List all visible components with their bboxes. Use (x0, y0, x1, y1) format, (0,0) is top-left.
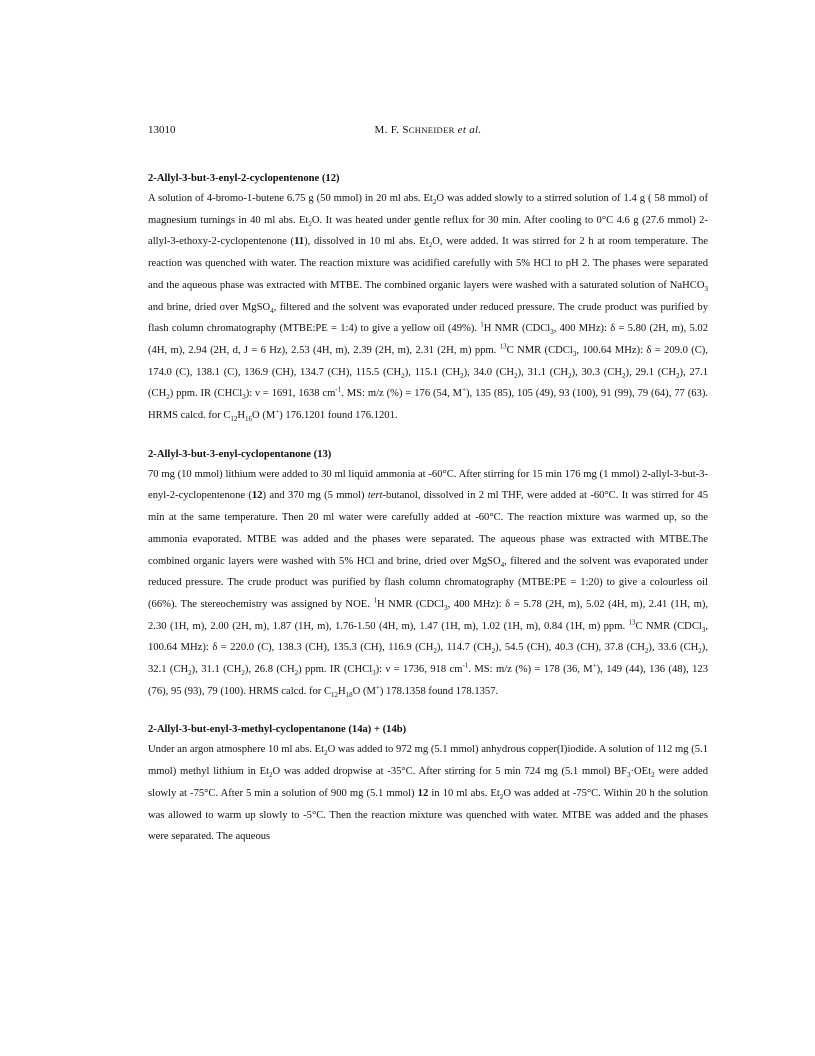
section-compound-13 (148, 446, 708, 703)
running-title (148, 124, 708, 136)
page-number: 13010 (148, 124, 176, 136)
running-header (148, 124, 708, 144)
section-title: 2-Allyl-3-but-enyl-3-methyl-cyclopentanone (14a) + (14b) (148, 724, 407, 736)
section-text: A solution of 4-bromo-1-butene 6.75 g (50 mmol) in 20 ml abs. $Et_2O$ was added slowly to a stirred solution of 1.4 g ( 58 mmol) of magnesium turnings in 40 ml abs. $Et_2O$. It was heated under gentle reflux for 30 min. After cooling to 0°C 4.6 g (27.6 mmol) 2-allyl-3-ethoxy-2-cyclopentenone (11), dissolved in 10 ml abs. $Et_2O$, were added. It was stirred for 2 h at room temperature. The reaction was quenched with water. The reaction mixture was acidified carefully with 5% HCl to pH 2. The phases were separated and the aqueous phase was extracted with MTBE. The combined organic layers were washed with a saturated solution of NaHCO$_3$ and brine, dried over MgSO$_4$, filtered and the solvent was evaporated under reduced pressure. The crude product was purified by flash column chromatography (MTBE:PE = 1:4) to give a yellow oil (49%). $^1$H NMR (CDCl$_3$, 400 MHz): δ = 5.80 (2H, m), 5.02 (4H, m), 2.94 (2H, d, J = 6 Hz), 2.53 (4H, m), 2.39 (2H, m), 2.31 (2H, m) ppm. $^{13}$C NMR (CDCl$_3$, 100.64 MHz): δ = 209.0 (C), 174.0 (C), 138.1 (C), 136.9 (CH), 134.7 (CH), 115.5 $(CH_2)$, 115.1 $(CH_2)$, 34.0 $(CH_2)$, 31.1 $(CH_2)$, 30.3 $(CH_2)$, 29.1 $(CH_2)$, 27.1 $(CH_2)$ ppm. IR (CHCl$_3$): ν = 1691, 1638 $cm^{-1}$. MS: m/z (%) = 176 (54, M+), 135 (85), 105 (49), 93 (100), 91 (99), 79 (64), 77 (63). HRMS calcd. for $C_{12}H_{16}O$ (M+) 176.1201 found 176.1201. (148, 193, 709, 424)
et-al: et al. (457, 124, 482, 136)
section-title: 2-Allyl-3-but-3-enyl-cyclopentanone (13) (148, 448, 332, 460)
section-text: 70 mg (10 mmol) lithium were added to 30 ml liquid ammonia at -60°C. After stirring for 15 min 176 mg (1 mmol) 2-allyl-3-but-3-enyl-2-cyclopentenone (12) and 370 mg (5 mmol) tert-butanol, dissolved in 2 ml THF, were added at -60°C. It was stirred for 45 min at the same temperature. Then 20 ml water were carefully added at -60°C. The reaction mixture was warmed up, so the ammonia evaporated. MTBE was added and the phases were separated. The aqueous phase was extracted with MTBE.The combined organic layers were washed with 5% HCl and brine, dried over MgSO$_4$, filtered and the solvent was evaporated under reduced pressure. The crude product was purified by flash column chromatography (MTBE:PE = 1:20) to give a colourless oil (66%). The stereochemistry was assigned by NOE. $^1$H NMR (CDCl$_3$, 400 MHz): δ = 5.78 (2H, m), 5.02 (4H, m), 2.41 (1H, m), 2.30 (1H, m), 2.00 (2H, m), 1.87 (1H, m), 1.76-1.50 (4H, m), 1.47 (1H, m), 1.02 (1H, m), 0.84 (1H, m) ppm. $^{13}$C NMR (CDCl$_3$, 100.64 MHz): δ = 220.0 (C), 138.3 (CH), 135.3 (CH), 116.9 $(CH_2)$, 114.7 $(CH_2)$, 54.5 (CH), 40.3 (CH), 37.8 $(CH_2)$, 33.6 $(CH_2)$, 32.1 $(CH_2)$, 31.1 $(CH_2)$, 26.8 $(CH_2)$ ppm. IR (CHCl$_3$): ν = 1736, 918 $cm^{-1}$. MS: m/z (%) = 178 (36, M+), 149 (44), 136 (48), 123 (76), 95 (93), 79 (100). HRMS calcd. for $C_{12}H_{18}O$ (M+) 178.1358 found 178.1357. (148, 468, 709, 699)
author-smallcaps: CHNEIDER (408, 125, 455, 135)
author-prefix: M. F. S (374, 124, 409, 136)
section-compound-12 (148, 170, 708, 427)
section-text: Under an argon atmosphere 10 ml abs. $Et_2O$ was added to 972 mg (5.1 mmol) anhydrous copper(I)iodide. A solution of 112 mg (5.1 mmol) methyl lithium in $Et_2O$ was added dropwise at -35°C. After stirring for 5 min 724 mg (5.1 mmol) $BF_3\cdot OEt_2$ were added slowly at -75°C. After 5 min a solution of 900 mg (5.1 mmol) 12 in 10 ml abs. $Et_2O$ was added at -75°C. Within 20 h the solution was allowed to warm up slowly to -5°C. Then the reaction mixture was quenched with water. MTBE was added and the phases were separated. The aqueous (148, 744, 709, 843)
section-compound-14 (148, 721, 708, 848)
article-body (148, 170, 708, 867)
section-title: 2-Allyl-3-but-3-enyl-2-cyclopentenone (12) (148, 173, 340, 184)
